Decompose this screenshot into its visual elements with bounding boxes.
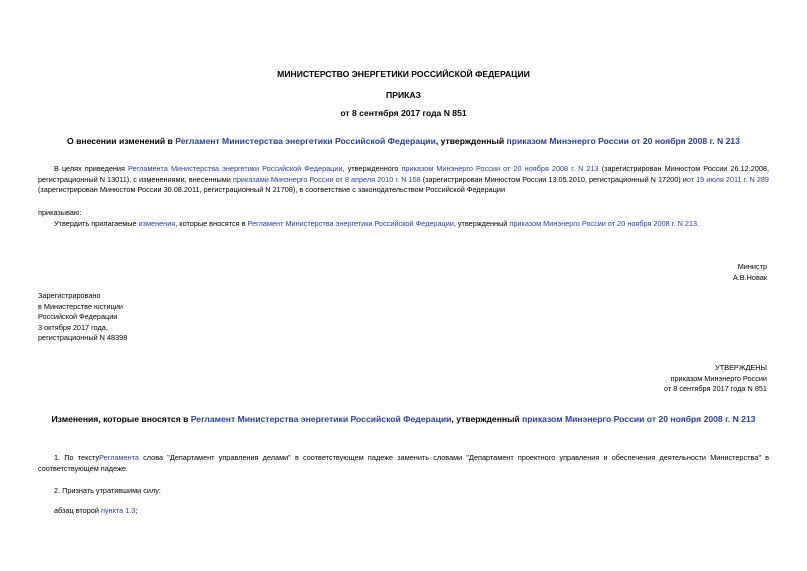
changes-title-text: Изменения, которые вносятся в bbox=[51, 414, 191, 424]
registration-line: 3 октября 2017 года, bbox=[38, 322, 108, 332]
order-prikazyvayu: приказываю: bbox=[38, 208, 82, 217]
intro-paragraph bbox=[38, 164, 769, 196]
changes-title-text: , утвержденный bbox=[451, 414, 523, 424]
item-1-link-reglament[interactable]: Регламента bbox=[99, 453, 139, 462]
approved-line: от 8 сентября 2017 года N 851 bbox=[664, 384, 767, 393]
intro-link-orders-158[interactable]: приказами Минэнерго России от 8 апреля 2010 г. N 158 bbox=[232, 174, 421, 184]
intro-text: (зарегистрирован Минюстом России 30.08.2011, регистрационный N 21708), в соответствие с законодательством Российской Федерации bbox=[38, 185, 506, 194]
changes-title bbox=[0, 414, 807, 425]
order-link-reglament[interactable]: Регламент Министерства энергетики Российской Федерации bbox=[247, 219, 454, 228]
order-link-order-213[interactable]: приказом Минэнерго России от 20 ноября 2008 г. N 213 bbox=[509, 219, 698, 228]
document-date-number: от 8 сентября 2017 года N 851 bbox=[340, 108, 467, 118]
order-text: . bbox=[697, 219, 700, 228]
registration-line: Российской Федерации bbox=[38, 312, 118, 321]
intro-link-order-289[interactable]: от 19 июля 2011 г. N 289 bbox=[686, 174, 769, 184]
intro-text: , утвержденного bbox=[342, 164, 402, 173]
order-text: , утвержденный bbox=[453, 219, 510, 228]
item-1-text: 1. По тексту bbox=[54, 453, 100, 462]
signature-name: А.В.Новак bbox=[732, 272, 767, 282]
item-3-link-punkt-1-3[interactable]: пункта 1.3 bbox=[100, 506, 136, 515]
item-1-text: слова "Департамент управления делами" в соответствующем падеже заменить словами "Департамент проектного управления и обеспечения деятельности Министерства" в соответствующем падеже. bbox=[38, 453, 769, 473]
item-3-paragraph bbox=[54, 506, 137, 517]
order-paragraph bbox=[54, 219, 769, 230]
intro-link-reglament[interactable]: Регламента Министерства энергетики Российской Федерации bbox=[128, 164, 343, 173]
document-type: ПРИКАЗ bbox=[386, 90, 421, 100]
approved-line: УТВЕРЖДЕНЫ bbox=[715, 363, 767, 372]
registration-block bbox=[38, 291, 127, 344]
signature-position: Министр bbox=[737, 262, 767, 271]
registration-line: регистрационный N 48398 bbox=[38, 333, 128, 342]
changes-title-link-order-213[interactable]: приказом Минэнерго России от 20 ноября 2008 г. N 213 bbox=[522, 414, 756, 424]
item-1-paragraph bbox=[38, 453, 769, 474]
intro-text: (зарегистрирован Минюстом России 13.05.2010, регистрационный N 17200) и bbox=[420, 174, 687, 184]
title-text: О внесении изменений в bbox=[67, 136, 176, 146]
changes-title-link-reglament[interactable]: Регламент Министерства энергетики Российской Федерации bbox=[190, 414, 452, 424]
intro-text: В целях приведения bbox=[54, 164, 129, 173]
approved-line: приказом Минэнерго России bbox=[670, 373, 767, 383]
ministry-heading: МИНИСТЕРСТВО ЭНЕРГЕТИКИ РОССИЙСКОЙ ФЕДЕРАЦИИ bbox=[277, 69, 530, 79]
title-text: , утвержденный bbox=[435, 136, 507, 146]
order-text: Утвердить прилагаемые bbox=[54, 219, 139, 228]
title-link-order-213[interactable]: приказом Минэнерго России от 20 ноября 2008 г. N 213 bbox=[506, 136, 740, 146]
signature-block bbox=[733, 262, 767, 283]
order-link-changes[interactable]: изменения bbox=[138, 219, 176, 228]
item-3-text: ; bbox=[135, 506, 138, 515]
intro-text: (зарегистрирован Минюстом России 26.12.2008, регистрационный N 13011), с изменениями, внесенными bbox=[38, 164, 769, 184]
registration-line: в Министерстве юстиции bbox=[38, 301, 123, 311]
title-link-reglament[interactable]: Регламент Министерства энергетики Российской Федерации bbox=[175, 136, 436, 146]
approved-block bbox=[664, 363, 767, 395]
document-title bbox=[0, 136, 807, 147]
item-2-paragraph: 2. Признать утратившими силу: bbox=[54, 486, 161, 495]
intro-link-order-213[interactable]: приказом Минэнерго России от 20 ноября 2008 г. N 213 bbox=[401, 164, 599, 173]
order-text: , которые вносятся в bbox=[175, 219, 248, 228]
registration-line: Зарегистрировано bbox=[38, 291, 101, 300]
item-3-text: абзац второй bbox=[54, 506, 101, 515]
